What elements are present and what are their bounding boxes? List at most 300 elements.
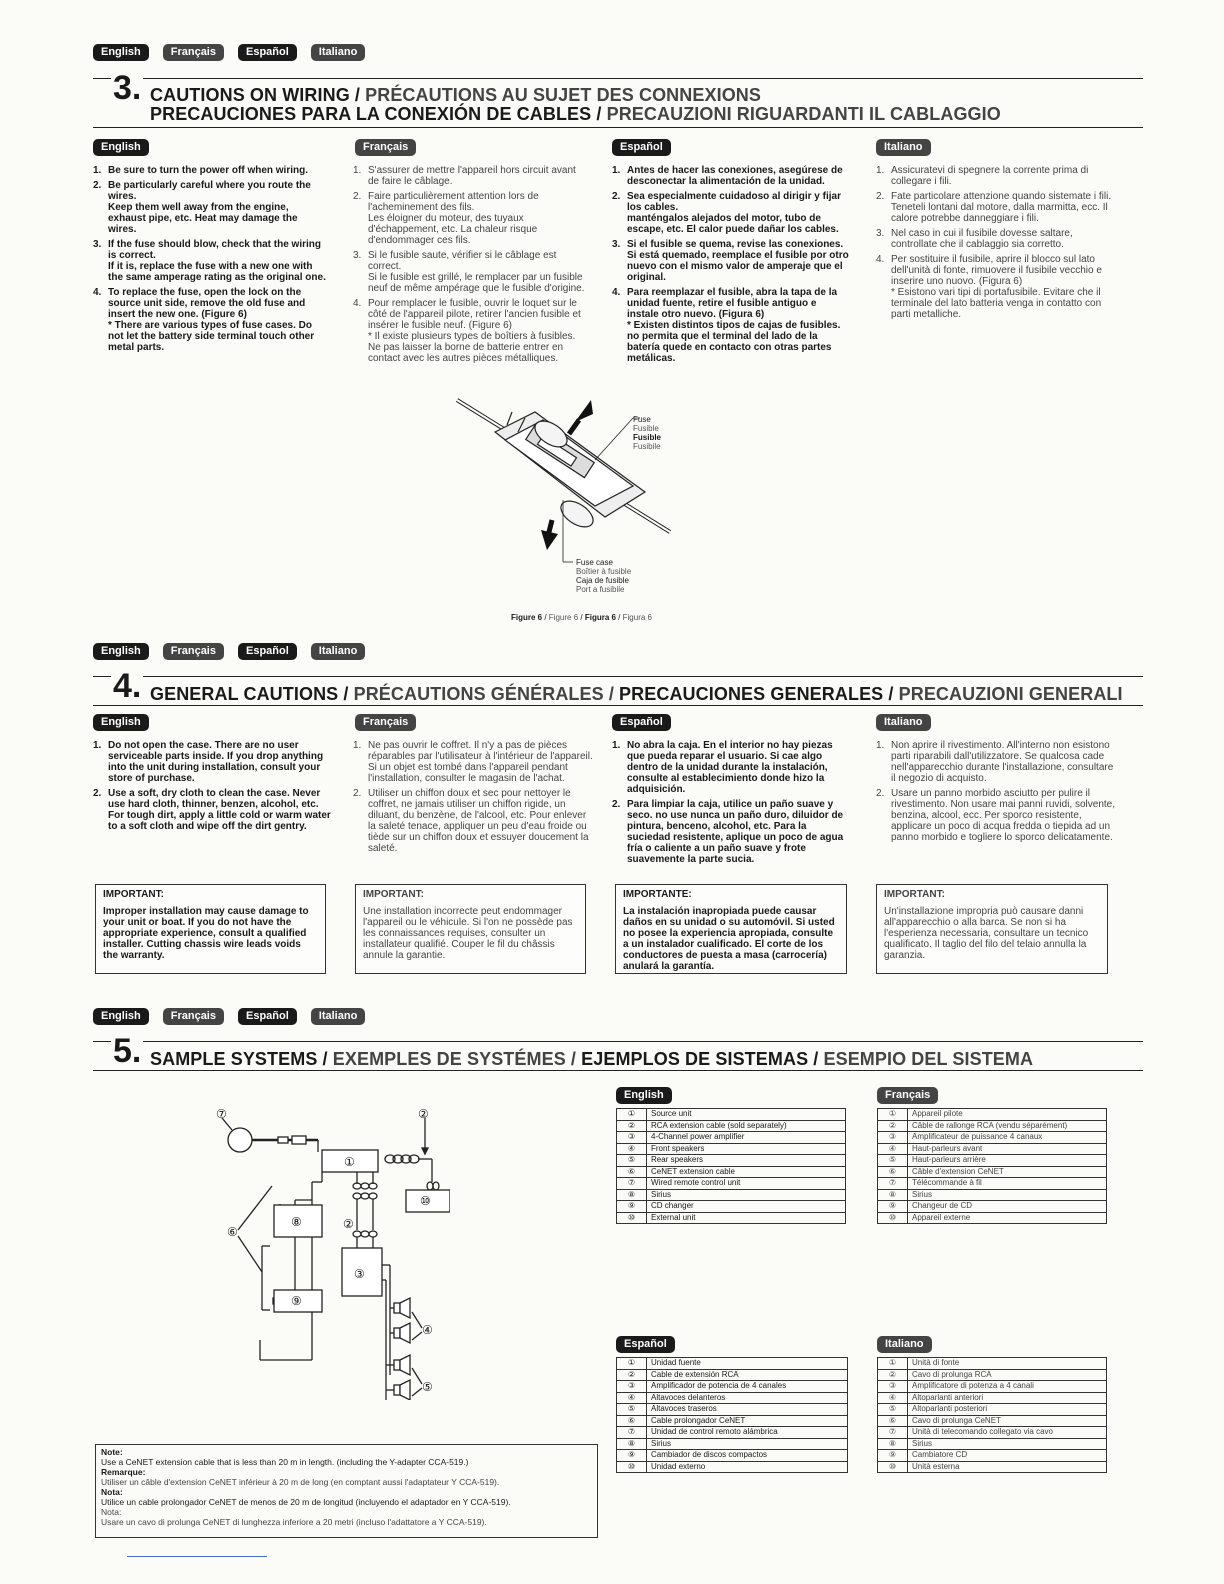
table-row xyxy=(617,1189,846,1201)
section4-italian-list xyxy=(876,740,1116,847)
item-number: 4. xyxy=(876,254,885,265)
list-item xyxy=(353,250,588,294)
lang-tab-italiano: Italiano xyxy=(311,44,366,61)
table-row xyxy=(878,1415,1107,1427)
legend-number: ③ xyxy=(617,1132,647,1144)
legend-number: ④ xyxy=(878,1143,908,1155)
legend-label: Rear speakers xyxy=(647,1155,846,1167)
important-box-french xyxy=(355,884,586,974)
legend-number: ⑨ xyxy=(617,1201,647,1213)
list-item xyxy=(93,165,328,176)
list-item xyxy=(353,740,593,784)
legend-badge-francais: Français xyxy=(877,1087,938,1104)
legend-label: Front speakers xyxy=(647,1143,846,1155)
table-row xyxy=(878,1120,1107,1132)
section5-title-es: EJEMPLOS DE SISTEMAS / xyxy=(581,1049,819,1069)
item-text: Non aprire il rivestimento. All'interno non esistono parti riparabili dall'utilizzatore. Se qualcosa cade nell'apparecchio durante l'installazione, consultare il negozio di acquisto. xyxy=(891,740,1114,784)
item-text: If the fuse should blow, check that the wiring is correct. xyxy=(108,239,321,261)
list-item xyxy=(876,228,1114,250)
legend-label: Câble d'extension CeNET xyxy=(908,1166,1107,1178)
table-row xyxy=(878,1392,1107,1404)
diagram-number-2-top: ② xyxy=(418,1107,429,1121)
table-row xyxy=(878,1450,1107,1462)
lang-tab-espanol: Español xyxy=(238,1008,297,1025)
table-row xyxy=(617,1212,846,1224)
legend-number: ② xyxy=(617,1120,647,1132)
section4-french-list xyxy=(353,740,593,858)
diagram-number-1: ① xyxy=(344,1155,355,1169)
section5-header-rule xyxy=(93,1070,1143,1071)
legend-label: Cambiatore CD xyxy=(908,1450,1107,1462)
item-text: Les éloigner du moteur, des tuyaux d'échappement, etc. La chaleur risque d'endommager ces fils. xyxy=(368,213,538,246)
lang-tab-espanol: Español xyxy=(238,44,297,61)
section3-header-rule xyxy=(93,127,1143,128)
list-item xyxy=(876,191,1114,224)
item-text: Per sostituire il fusibile, aprire il blocco sul lato dell'unità di fonte, rimuovere il fusibile vecchio e inserire uno nuovo. (Figura 6) xyxy=(891,254,1102,287)
fuse-label-en: Fuse xyxy=(633,415,651,424)
item-number: 4. xyxy=(353,298,362,309)
legend-label: CD changer xyxy=(647,1201,846,1213)
table-row xyxy=(617,1358,848,1370)
legend-label: Cambiador de discos compactos xyxy=(647,1450,848,1462)
lang-tab-italiano: Italiano xyxy=(311,643,366,660)
section3-col-badge-francais: Français xyxy=(355,139,416,156)
section5-title xyxy=(150,1049,1033,1069)
front-speakers xyxy=(390,1298,410,1343)
table-row xyxy=(878,1438,1107,1450)
legend-number: ⑧ xyxy=(617,1189,647,1201)
legend-label: Cavo di prolunga RCA xyxy=(908,1369,1107,1381)
legend-label: Amplificatore di potenza a 4 canali xyxy=(908,1381,1107,1393)
table-row xyxy=(617,1143,846,1155)
item-text: Para limpiar la caja, utilice un paño suave y seco. no use nunca un paño duro, diluidor de pintura, benceno, alcohol, etc. Para la suciedad resistente, aplique un poco de agua fría o caliente a un paño suave y frote suavemente la parte sucia. xyxy=(627,799,844,865)
legend-label: Sirius xyxy=(908,1438,1107,1450)
list-item xyxy=(93,788,333,832)
table-row xyxy=(878,1166,1107,1178)
legend-label: Câble de rallonge RCA (vendu séparément) xyxy=(908,1120,1107,1132)
legend-number: ④ xyxy=(878,1392,908,1404)
legend-label: Appareil externe xyxy=(908,1212,1107,1224)
cenet-note-box xyxy=(95,1444,598,1538)
section3-title-line1 xyxy=(150,85,761,105)
item-number: 2. xyxy=(612,799,621,810)
legend-number: ① xyxy=(617,1358,647,1370)
item-text: Faire particulièrement attention lors de l'acheminement des fils. xyxy=(368,191,539,213)
section3-col-badge-espanol: Español xyxy=(612,139,671,156)
legend-label: Unidad de control remoto alámbrica xyxy=(647,1427,848,1439)
note-text-it: Usare un cavo di prolunga CeNET di lunghezza inferiore a 20 metri (incluso l'adattatore a Y CCA-519). xyxy=(101,1517,487,1527)
table-row xyxy=(878,1461,1107,1473)
item-number: 4. xyxy=(93,287,102,298)
item-number: 1. xyxy=(612,740,621,751)
section3-french-list xyxy=(353,165,588,368)
item-number: 3. xyxy=(93,239,102,250)
table-row xyxy=(878,1212,1107,1224)
item-number: 1. xyxy=(876,740,885,751)
legend-number: ① xyxy=(878,1109,908,1121)
legend-label: Source unit xyxy=(647,1109,846,1121)
item-text: Teneteli lontani dal motore, dalla marmitta, ecc. Il calore potrebbe danneggiare i fili. xyxy=(891,202,1108,224)
list-item xyxy=(876,788,1116,843)
sample-system-diagram xyxy=(200,1100,450,1400)
diagram-number-9: ⑨ xyxy=(291,1294,302,1308)
section3-language-tabs xyxy=(93,44,365,62)
section5-title-it: ESEMPIO DEL SISTEMA xyxy=(823,1049,1034,1069)
legend-label: Altavoces delanteros xyxy=(647,1392,848,1404)
legend-number: ⑦ xyxy=(878,1178,908,1190)
section4-title xyxy=(150,684,1123,704)
legend-number: ⑦ xyxy=(617,1427,647,1439)
item-text: * Esistono vari tipi di portafusibile. Evitare che il terminale del lato batteria venga in contatto con parti metalliche. xyxy=(891,287,1102,320)
legend-number: ③ xyxy=(878,1132,908,1144)
section3-title-en: CAUTIONS ON WIRING / xyxy=(150,85,360,105)
list-item xyxy=(93,239,328,283)
list-item xyxy=(612,239,850,283)
section5-title-en: SAMPLE SYSTEMS / xyxy=(150,1049,328,1069)
item-text: S'assurer de mettre l'appareil hors circuit avant de faire le câblage. xyxy=(368,165,576,187)
section3-header xyxy=(93,69,1143,124)
item-text: Antes de hacer las conexiones, asegúrese de desconectar la alimentación de la unidad. xyxy=(627,165,843,187)
section5-number: 5. xyxy=(113,1032,142,1070)
section4-col-badge-english: English xyxy=(93,714,149,731)
section4-title-fr: PRÉCAUTIONS GÉNÉRALES / xyxy=(353,684,614,704)
diagram-number-10: ⑩ xyxy=(420,1194,431,1208)
table-row xyxy=(617,1132,846,1144)
list-item xyxy=(93,180,328,235)
section3-title-fr: PRÉCAUTIONS AU SUJET DES CONNEXIONS xyxy=(365,85,761,105)
note-title-en: Note: xyxy=(101,1447,123,1457)
item-text: manténgalos alejados del motor, tubo de escape, etc. El calor puede dañar los cables. xyxy=(627,213,839,235)
legend-number: ⑨ xyxy=(878,1201,908,1213)
lang-tab-francais: Français xyxy=(163,643,224,660)
item-number: 2. xyxy=(876,191,885,202)
legend-number: ⑧ xyxy=(878,1438,908,1450)
fuse-label-fr: Fusible xyxy=(633,424,659,433)
table-row xyxy=(617,1415,848,1427)
list-item xyxy=(93,740,333,784)
fuse-label-it: Fusibile xyxy=(633,442,661,451)
legend-label: Unità di fonte xyxy=(908,1358,1107,1370)
list-item xyxy=(93,287,328,353)
item-text: * Il existe plusieurs types de boîtiers à fusibles. Ne pas laisser la borne de batterie entrer en contact avec les autres pièces métalliques. xyxy=(368,331,576,364)
item-text: Si el fusible se quema, revise las conexiones. Si está quemado, reemplace el fusible por otro nuevo con el mismo valor de amperaje que el original. xyxy=(627,239,849,283)
legend-label: Unidad externo xyxy=(647,1461,848,1473)
legend-number: ⑩ xyxy=(878,1212,908,1224)
lang-tab-english: English xyxy=(93,1008,149,1025)
list-item xyxy=(612,191,850,235)
legend-number: ⑦ xyxy=(617,1178,647,1190)
legend-label: Cavo di prolunga CeNET xyxy=(908,1415,1107,1427)
table-row xyxy=(878,1132,1107,1144)
table-row xyxy=(617,1166,846,1178)
note-title-it: Nota: xyxy=(101,1507,122,1517)
note-title-es: Nota: xyxy=(101,1487,123,1497)
lang-tab-english: English xyxy=(93,44,149,61)
item-text: Assicuratevi di spegnere la corrente prima di collegare i fili. xyxy=(891,165,1089,187)
important-box-spanish xyxy=(615,884,847,974)
note-text-fr: Utiliser un câble d'extension CeNET inférieur à 20 m de long (en comptant aussi l'adaptateur Y CCA-519). xyxy=(101,1477,500,1487)
legend-label: External unit xyxy=(647,1212,846,1224)
section3-spanish-list xyxy=(612,165,850,368)
section4-language-tabs xyxy=(93,643,365,661)
remote-control-unit xyxy=(228,1128,252,1152)
lang-tab-espanol: Español xyxy=(238,643,297,660)
item-text: Fate particolare attenzione quando sistemate i fili. xyxy=(891,191,1112,202)
item-text: Usare un panno morbido asciutto per pulire il rivestimento. Non usare mai panni ruvidi, solvente, benzina, alcool, ecc. Per sporco resistente, applicare un poco di acqua fredda o tiepida ad un panno morbido e togliere lo sporco delicatamente. xyxy=(891,788,1115,843)
diagram-number-8: ⑧ xyxy=(291,1215,302,1229)
legend-number: ⑩ xyxy=(878,1461,908,1473)
item-text: No abra la caja. En el interior no hay piezas que pueda reparar el usuario. Si cae algo dentro de la unidad durante la instalación, consulte al establecimiento donde hizo la adquisición. xyxy=(627,740,833,795)
legend-label: Amplificador de potencia de 4 canales xyxy=(647,1381,848,1393)
legend-label: Haut-parleurs avant xyxy=(908,1143,1107,1155)
list-item xyxy=(876,254,1114,320)
important-text-es: La instalación inapropiada puede causar daños en su unidad o su automóvil. Si usted no posee la experiencia apropiada, consulte a un instalador cualificado. El corte de los conductores de puesta a masa (carrocería) anulará la garantía. xyxy=(623,906,835,972)
legend-label: Sirius xyxy=(647,1438,848,1450)
fuse-case-label-es: Caja de fusible xyxy=(576,576,629,585)
legend-label: Sirius xyxy=(647,1189,846,1201)
lang-tab-english: English xyxy=(93,643,149,660)
important-title-es: IMPORTANTE: xyxy=(623,889,692,900)
legend-badge-espanol: Español xyxy=(616,1336,675,1353)
item-number: 2. xyxy=(876,788,885,799)
section4-title-es: PRECAUCIONES GENERALES / xyxy=(619,684,894,704)
section5-title-fr: EXEMPLES DE SYSTÉMES / xyxy=(332,1049,577,1069)
legend-badge-english: English xyxy=(616,1087,672,1104)
item-number: 1. xyxy=(93,740,102,751)
legend-label: Unità esterna xyxy=(908,1461,1107,1473)
note-title-fr: Remarque: xyxy=(101,1467,146,1477)
important-text-it: Un'installazione impropria può causare danni all'apparecchio o alla barca. Se non si ha l'esperienza necessaria, consultare un tecnico qualificato. Il taglio del filo del telaio annulla la garanzia. xyxy=(884,906,1089,961)
table-row xyxy=(878,1189,1107,1201)
fuse-case-label-fr: Boîtier à fusible xyxy=(576,567,632,576)
legend-number: ② xyxy=(878,1120,908,1132)
item-number: 3. xyxy=(353,250,362,261)
item-number: 2. xyxy=(612,191,621,202)
legend-number: ② xyxy=(617,1369,647,1381)
legend-number: ④ xyxy=(617,1392,647,1404)
section3-number: 3. xyxy=(113,69,142,107)
list-item xyxy=(353,165,588,187)
item-text: Pour remplacer le fusible, ouvrir le loquet sur le côté de l'appareil pilote, retirer l'ancien fusible et insérer le fusible neuf. (Figure 6) xyxy=(368,298,581,331)
item-text: Sea especialmente cuidadoso al dirigir y fijar los cables. xyxy=(627,191,841,213)
legend-table-english xyxy=(616,1108,846,1224)
item-text: Be particularly careful where you route the wires. xyxy=(108,180,311,202)
legend-number: ⑤ xyxy=(617,1404,647,1416)
table-row xyxy=(617,1201,846,1213)
item-text: Ne pas ouvrir le coffret. Il n'y a pas de pièces réparables par l'utilisateur à l'intérieur de l'appareil. Si un objet est tombé dans l'appareil pendant l'installation, consulter le magasin de l'achat. xyxy=(368,740,593,784)
figure6-caption: Figure 6 / Figure 6 / Figura 6 / Figura 6 xyxy=(511,613,652,622)
diagram-number-7: ⑦ xyxy=(216,1107,227,1121)
list-item xyxy=(876,165,1114,187)
item-number: 2. xyxy=(353,788,362,799)
item-text: * There are various types of fuse cases. Do not let the battery side terminal touch other metal parts. xyxy=(108,320,315,353)
item-text: Do not open the case. There are no user serviceable parts inside. If you drop anything into the unit during installation, consult your store of purchase. xyxy=(108,740,324,784)
item-text: If it is, replace the fuse with a new one with the same amperage rating as the original one. xyxy=(108,261,326,283)
legend-number: ③ xyxy=(878,1381,908,1393)
important-box-english xyxy=(95,884,326,974)
table-row xyxy=(878,1155,1107,1167)
important-title-fr: IMPORTANT: xyxy=(363,889,424,900)
legend-number: ⑧ xyxy=(878,1189,908,1201)
list-item xyxy=(876,740,1116,784)
table-row xyxy=(878,1358,1107,1370)
important-title-en: IMPORTANT: xyxy=(103,889,164,900)
section4-english-list xyxy=(93,740,333,836)
fuse-case-label-it: Port a fusibile xyxy=(576,585,625,594)
item-number: 1. xyxy=(353,165,362,176)
legend-label: Cable prolongador CeNET xyxy=(647,1415,848,1427)
table-row xyxy=(617,1392,848,1404)
item-number: 2. xyxy=(93,180,102,191)
section4-header xyxy=(93,667,1143,705)
item-text: Utiliser un chiffon doux et sec pour nettoyer le coffret, ne jamais utiliser un chiffon rigide, un diluant, du benzène, de l'alcool, etc. Pour enlever la saleté tenace, appliquer un peu d'eau froide ou tiède sur un chiffon doux et essuyer doucement la saleté. xyxy=(368,788,589,854)
diagram-number-4: ④ xyxy=(422,1323,433,1337)
legend-number: ⑦ xyxy=(878,1427,908,1439)
diagram-number-6: ⑥ xyxy=(227,1225,238,1239)
legend-number: ⑤ xyxy=(878,1404,908,1416)
legend-label: Wired remote control unit xyxy=(647,1178,846,1190)
legend-number: ⑧ xyxy=(617,1438,647,1450)
legend-label: Unità di telecomando collegato via cavo xyxy=(908,1427,1107,1439)
item-text: * Existen distintos tipos de cajas de fusibles. no permita que el terminal del lado de la batería quede en contacto con otras partes metálicas. xyxy=(627,320,841,364)
footer-rule xyxy=(127,1556,267,1557)
lang-tab-italiano: Italiano xyxy=(311,1008,366,1025)
note-text-en: Use a CeNET extension cable that is less than 20 m in length. (including the Y-adapter CCA-519.) xyxy=(101,1457,469,1467)
item-text: Si le fusible saute, vérifier si le câblage est correct. xyxy=(368,250,557,272)
legend-number: ⑨ xyxy=(878,1450,908,1462)
important-box-italian xyxy=(876,884,1108,974)
legend-number: ① xyxy=(617,1109,647,1121)
legend-label: 4-Channel power amplifier xyxy=(647,1132,846,1144)
legend-label: RCA extension cable (sold separately) xyxy=(647,1120,846,1132)
section4-number: 4. xyxy=(113,667,142,705)
legend-number: ⑥ xyxy=(617,1415,647,1427)
section4-spanish-list xyxy=(612,740,852,869)
legend-number: ① xyxy=(878,1358,908,1370)
legend-number: ⑨ xyxy=(617,1450,647,1462)
legend-number: ⑥ xyxy=(878,1415,908,1427)
table-row xyxy=(617,1461,848,1473)
item-text: Keep them well away from the engine, exhaust pipe, etc. Heat may damage the wires. xyxy=(108,202,298,235)
item-text: To replace the fuse, open the lock on the source unit side, remove the old fuse and insert the new one. (Figure 6) xyxy=(108,287,306,320)
table-row xyxy=(617,1155,846,1167)
table-row xyxy=(617,1109,846,1121)
legend-table-french xyxy=(877,1108,1107,1224)
legend-number: ⑩ xyxy=(617,1212,647,1224)
item-number: 1. xyxy=(612,165,621,176)
caption-it: Figura 6 xyxy=(622,613,652,622)
legend-label: Haut-parleurs arrière xyxy=(908,1155,1107,1167)
section3-col-badge-italiano: Italiano xyxy=(876,139,931,156)
list-item xyxy=(353,788,593,854)
list-item xyxy=(353,191,588,246)
legend-label: Amplificateur de puissance 4 canaux xyxy=(908,1132,1107,1144)
legend-number: ⑤ xyxy=(878,1155,908,1167)
important-text-fr: Une installation incorrecte peut endommager l'appareil ou le véhicule. Si l'on ne possède pas les connaissances requises, consulter un installateur qualifié. Couper le fil du châssis annule la garantie. xyxy=(363,906,573,961)
list-item xyxy=(612,740,852,795)
caption-fr: Figure 6 xyxy=(548,613,579,622)
table-row xyxy=(617,1178,846,1190)
lang-tab-francais: Français xyxy=(163,44,224,61)
section3-italian-list xyxy=(876,165,1114,324)
legend-badge-italiano: Italiano xyxy=(877,1336,932,1353)
section4-col-badge-francais: Français xyxy=(355,714,416,731)
section5-language-tabs xyxy=(93,1008,365,1026)
table-row xyxy=(617,1427,848,1439)
list-item xyxy=(612,165,850,187)
item-number: 3. xyxy=(876,228,885,239)
table-row xyxy=(878,1427,1107,1439)
figure6-fuse-label xyxy=(633,415,661,451)
important-text-en: Improper installation may cause damage to your unit or boat. If you do not have the appropriate experience, consult a qualified installer. Cutting chassis wire leads voids the warranty. xyxy=(103,906,309,961)
table-row xyxy=(878,1404,1107,1416)
table-row xyxy=(878,1178,1107,1190)
section4-col-badge-espanol: Español xyxy=(612,714,671,731)
table-row xyxy=(878,1201,1107,1213)
diagram-number-2-mid: ② xyxy=(343,1217,354,1231)
list-item xyxy=(612,287,850,364)
diagram-number-5: ⑤ xyxy=(422,1380,433,1394)
legend-number: ⑤ xyxy=(617,1155,647,1167)
section3-title-line2 xyxy=(150,104,1001,124)
section4-header-rule xyxy=(93,705,1143,706)
table-row xyxy=(617,1120,846,1132)
legend-number: ④ xyxy=(617,1143,647,1155)
lang-tab-francais: Français xyxy=(163,1008,224,1025)
item-number: 2. xyxy=(353,191,362,202)
legend-label: Télécommande à fil xyxy=(908,1178,1107,1190)
table-row xyxy=(617,1381,848,1393)
item-text: Para reemplazar el fusible, abra la tapa de la unidad fuente, retire el fusible antiguo e instale otro nuevo. (Figura 6) xyxy=(627,287,838,320)
section3-title-es: PRECAUCIONES PARA LA CONEXIÓN DE CABLES / xyxy=(150,104,602,124)
item-text: Nel caso in cui il fusibile dovesse saltare, controllate che il cablaggio sia corretto. xyxy=(891,228,1073,250)
table-row xyxy=(878,1369,1107,1381)
table-row xyxy=(878,1381,1107,1393)
legend-label: Sirius xyxy=(908,1189,1107,1201)
item-text: Use a soft, dry cloth to clean the case. Never use hard cloth, thinner, benzen, alcohol, etc. For tough dirt, apply a little cold or warm water to a soft cloth and wipe off the dirt gentry. xyxy=(108,788,331,832)
legend-label: Altoparlanti posteriori xyxy=(908,1404,1107,1416)
important-title-it: IMPORTANT: xyxy=(884,889,945,900)
section3-title-it: PRECAUZIONI RIGUARDANTI IL CABLAGGIO xyxy=(606,104,1001,124)
item-number: 4. xyxy=(612,287,621,298)
item-text: Be sure to turn the power off when wiring. xyxy=(108,165,309,176)
legend-label: CeNET extension cable xyxy=(647,1166,846,1178)
legend-number: ⑥ xyxy=(878,1166,908,1178)
section4-title-it: PRECAUZIONI GENERALI xyxy=(898,684,1123,704)
section3-english-list xyxy=(93,165,328,357)
note-text-es: Utilice un cable prolongador CeNET de menos de 20 m de longitud (incluyendo el adaptador en Y CCA-519). xyxy=(101,1497,511,1507)
table-row xyxy=(878,1109,1107,1121)
section5-header xyxy=(93,1032,1143,1070)
table-row xyxy=(617,1450,848,1462)
legend-label: Appareil pilote xyxy=(908,1109,1107,1121)
legend-label: Altoparlanti anteriori xyxy=(908,1392,1107,1404)
section4-col-badge-italiano: Italiano xyxy=(876,714,931,731)
legend-table-italian xyxy=(877,1357,1107,1473)
diagram-number-3: ③ xyxy=(354,1267,365,1281)
legend-label: Changeur de CD xyxy=(908,1201,1107,1213)
legend-number: ⑩ xyxy=(617,1461,647,1473)
legend-label: Cable de extensión RCA xyxy=(647,1369,848,1381)
table-row xyxy=(878,1143,1107,1155)
item-number: 1. xyxy=(93,165,102,176)
legend-table-spanish xyxy=(616,1357,848,1473)
item-number: 1. xyxy=(353,740,362,751)
table-row xyxy=(617,1404,848,1416)
item-number: 2. xyxy=(93,788,102,799)
list-item xyxy=(612,799,852,865)
legend-label: Unidad fuente xyxy=(647,1358,848,1370)
